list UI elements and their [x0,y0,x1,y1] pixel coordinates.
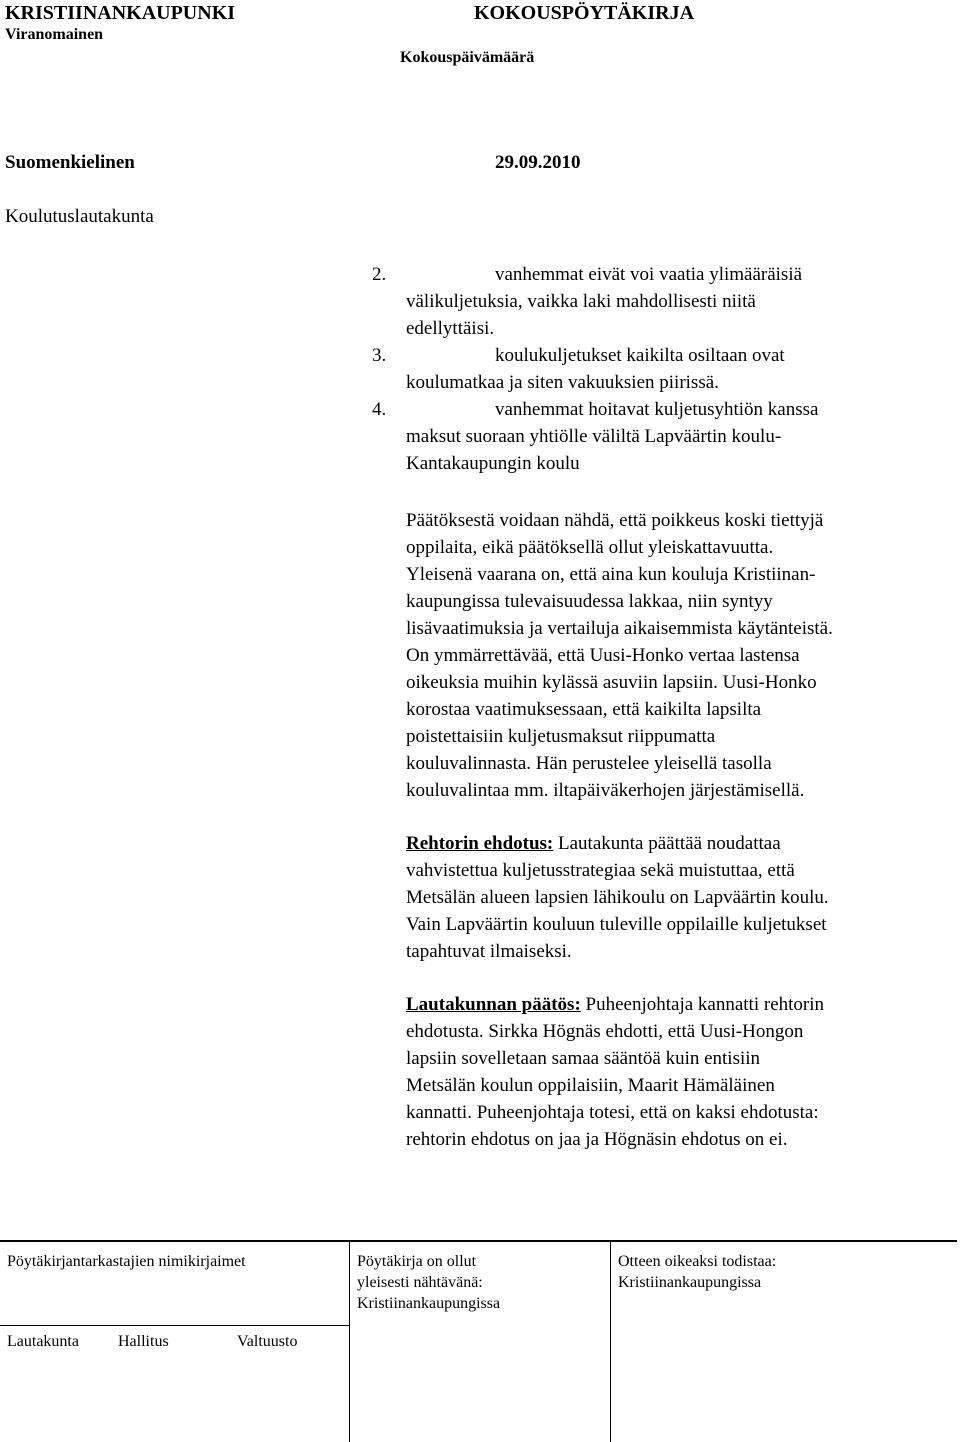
decision-line: lapsiin sovelletaan samaa sääntöä kuin entisiin [406,1048,761,1069]
body-label-board: Lautakunta [7,1333,79,1350]
decision-line: rehtorin ehdotus on jaa ja Högnäsin ehdotus on ei. [406,1129,788,1150]
certified-copy-label [618,1251,776,1293]
signers-label: Pöytäkirjantarkastajien nimikirjaimet [7,1253,246,1270]
paragraph-line: poistettaisiin kuljetusmaksut riippumatta [406,726,716,747]
paragraph-line: On ymmärrettävää, että Uusi-Honko vertaa lastensa [406,645,800,666]
list-item-line: vanhemmat hoitavat kuljetusyhtiön kanssa [495,399,819,420]
certified-copy-line: Kristiinankaupungissa [618,1274,762,1291]
proposal-line: Vain Lapväärtin kouluun tuleville oppilaille kuljetukset [406,914,827,935]
list-item-line: välikuljetuksia, vaikka laki mahdollisesti niitä [406,291,756,312]
public-display-label [357,1251,500,1314]
board-decision [406,991,824,1153]
list-item-line: Kantakaupungin koulu [406,453,580,474]
list-item-line: koulukuljetukset kaikilta osiltaan ovat [495,345,785,366]
committee-name: Suomenkielinen [5,152,135,173]
proposal-label: Rehtorin ehdotus: [406,833,554,854]
decision-label: Lautakunnan päätös: [406,994,581,1015]
list-item-number: 2. [372,264,387,285]
public-display-line: Pöytäkirja on ollut [357,1253,477,1270]
footer-divider [349,1240,350,1442]
decision-line: ehdotusta. Sirkka Högnäs ehdotti, että Uusi-Hongon [406,1021,804,1042]
principal-proposal [406,830,829,965]
proposal-first-line: Lautakunta päättää noudattaa [553,833,781,854]
paragraph-line: kouluvalinnasta. Hän perustelee yleisellä tasolla [406,753,772,774]
list-item-line: maksut suoraan yhtiölle väliltä Lapväärtin koulu- [406,426,782,447]
list-item-line: edellyttäisi. [406,318,495,339]
public-display-line: Kristiinankaupungissa [357,1295,501,1312]
paragraph-line: korostaa vaatimuksessaan, että kaikilta lapsilta [406,699,762,720]
authority-label: Viranomainen [5,26,104,43]
body-label-government: Hallitus [118,1333,169,1350]
meeting-date: 29.09.2010 [495,152,581,173]
paragraph-line: kaupungissa tulevaisuudessa lakkaa, niin syntyy [406,591,773,612]
list-item-number: 3. [372,345,387,366]
footer-top-rule [0,1240,957,1242]
document-type: KOKOUSPÖYTÄKIRJA [474,2,695,24]
footer-inner-rule [0,1325,350,1326]
certified-copy-line: Otteen oikeaksi todistaa: [618,1253,777,1270]
decision-first-line: Puheenjohtaja kannatti rehtorin [580,994,825,1015]
discussion-paragraph [406,507,833,804]
proposal-line: Metsälän alueen lapsien lähikoulu on Lapväärtin koulu. [406,887,829,908]
list-item-line: koulumatkaa ja siten vakuuksien piirissä. [406,372,719,393]
paragraph-line: Päätöksestä voidaan nähdä, että poikkeus koski tiettyjä [406,510,824,531]
public-display-line: yleisesti nähtävänä: [357,1274,483,1291]
paragraph-line: kouluvalintaa mm. iltapäiväkerhojen järjestämisellä. [406,780,805,801]
footer-divider [610,1240,611,1442]
list-item-number: 4. [372,399,387,420]
paragraph-line: lisävaatimuksia ja vertailuja aikaisemmista käytänteistä. [406,618,833,639]
city-name: KRISTIINANKAUPUNKI [5,2,236,24]
decision-line: Metsälän koulun oppilaisiin, Maarit Hämäläinen [406,1075,775,1096]
board-name: Koulutuslautakunta [5,206,154,227]
decision-line: kannatti. Puheenjohtaja totesi, että on kaksi ehdotusta: [406,1102,819,1123]
paragraph-line: Yleisenä vaarana on, että aina kun kouluja Kristiinan- [406,564,816,585]
proposal-line: tapahtuvat ilmaiseksi. [406,941,572,962]
paragraph-line: oikeuksia muihin kylässä asuviin lapsiin. Uusi-Honko [406,672,817,693]
body-label-council: Valtuusto [237,1333,298,1350]
paragraph-line: oppilaita, eikä päätöksellä ollut yleiskattavuutta. [406,537,774,558]
meeting-date-label: Kokouspäivämäärä [400,49,535,66]
list-item-line: vanhemmat eivät voi vaatia ylimääräisiä [495,264,803,285]
proposal-line: vahvistettua kuljetusstrategiaa sekä muistuttaa, että [406,860,795,881]
